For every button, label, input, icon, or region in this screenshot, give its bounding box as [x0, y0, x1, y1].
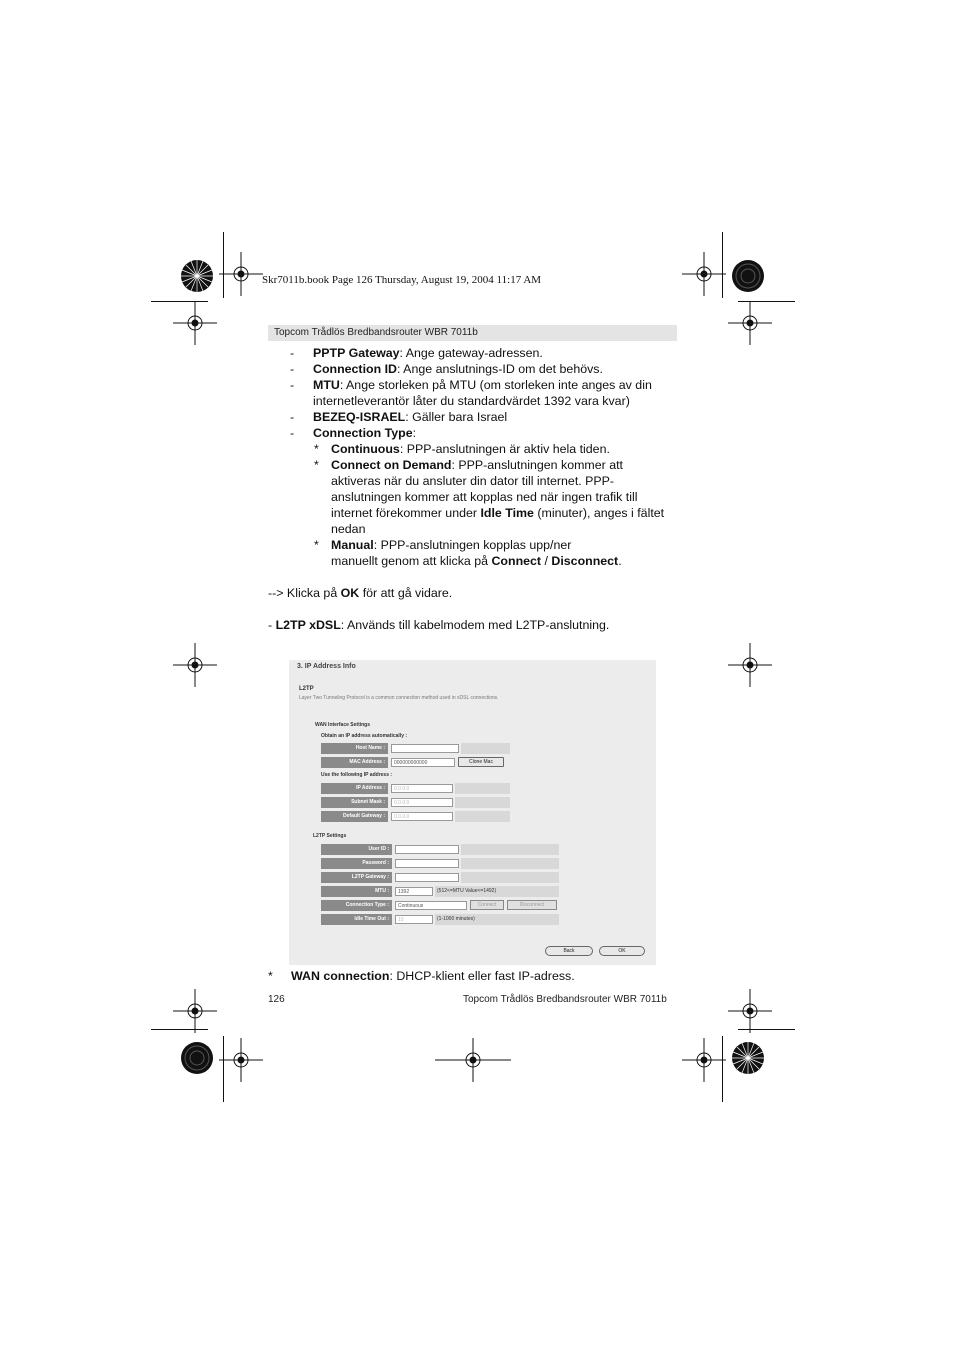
connection-type-label: Connection Type : — [321, 900, 392, 911]
default-gateway-input[interactable]: 0.0.0.0 — [391, 812, 453, 821]
text: : Används till kabelmodem med L2TP-anslutning. — [340, 618, 610, 632]
ip-address-label: IP Address : — [321, 783, 388, 794]
crosshair-icon — [173, 643, 217, 687]
mac-address-input[interactable]: 000000000000 — [391, 758, 455, 767]
running-header — [268, 325, 677, 341]
screenshot-title: 3. IP Address Info — [297, 663, 356, 670]
text: manuellt genom att klicka på — [331, 554, 492, 568]
back-button[interactable]: Back — [545, 946, 593, 956]
text: - — [268, 618, 276, 632]
wan-bullet: * — [268, 969, 273, 983]
list-item-bullet: - — [290, 426, 295, 440]
definition: : Ange storleken på MTU (om storleken inte anges av din — [339, 378, 652, 392]
term: Connection Type — [313, 426, 413, 440]
mtu-label: MTU : — [321, 886, 392, 897]
radio-use-following[interactable]: Use the following IP address : — [321, 772, 393, 778]
term: BEZEQ-ISRAEL — [313, 410, 406, 424]
crosshair-icon — [682, 1038, 726, 1082]
list-item — [313, 409, 507, 425]
list-item — [313, 377, 652, 393]
section-title: L2TP — [299, 686, 314, 692]
ip-address-input[interactable]: 0.0.0.0 — [391, 784, 453, 793]
crosshair-icon — [173, 301, 217, 345]
starburst-icon — [732, 1042, 764, 1074]
l2tp-gateway-label: L2TP Gateway : — [321, 872, 392, 883]
crosshair-icon — [219, 1038, 263, 1082]
wan-connection-note — [291, 968, 575, 984]
list-item-bullet: - — [290, 362, 295, 376]
sub-item — [331, 537, 571, 553]
term: WAN connection — [291, 969, 390, 983]
running-header-text: Topcom Trådlös Bredbandsrouter WBR 7011b — [274, 327, 478, 338]
disconnect-button[interactable]: Disconnect — [507, 900, 557, 910]
password-input[interactable] — [395, 859, 459, 868]
connection-type-select[interactable]: Continuous — [395, 901, 467, 910]
definition: : PPP-anslutningen är aktiv hela tiden. — [399, 442, 610, 456]
starburst-icon — [181, 260, 213, 292]
mtu-hint: (512<=MTU Value<=1492) — [437, 888, 497, 894]
definition: : PPP-anslutningen kopplas upp/ner — [373, 538, 572, 552]
sub-item-bullet: * — [314, 442, 319, 456]
sub-item-bullet: * — [314, 538, 319, 552]
row-fill — [461, 872, 559, 883]
list-item — [313, 345, 543, 361]
sub-item-continuation: nedan — [331, 522, 366, 536]
term: Manual — [331, 538, 374, 552]
term: Connect on Demand — [331, 458, 452, 472]
radio-obtain-auto[interactable]: Obtain an IP address automatically : — [321, 733, 408, 739]
definition: : Ange gateway-adressen. — [399, 346, 543, 360]
next-step-text — [268, 585, 452, 601]
crosshair-icon — [435, 1038, 511, 1082]
list-item-bullet: - — [290, 410, 295, 424]
row-fill — [461, 743, 510, 754]
ok-button[interactable]: OK — [599, 946, 645, 956]
term: Idle Time — [480, 506, 534, 520]
list-item-bullet: - — [290, 346, 295, 360]
term: Continuous — [331, 442, 400, 456]
idle-time-input[interactable]: 10 — [395, 915, 433, 924]
definition: : Gäller bara Israel — [405, 410, 508, 424]
row-fill — [455, 797, 510, 808]
mtu-input[interactable]: 1392 — [395, 887, 433, 896]
text: . — [618, 554, 622, 568]
term: L2TP xDSL — [275, 618, 341, 632]
crosshair-icon — [682, 252, 726, 296]
idle-time-hint: (1-1000 minutes) — [437, 916, 475, 922]
sub-item-continuation — [331, 505, 664, 521]
mac-address-label: MAC Address : — [321, 757, 388, 768]
sub-item-continuation: anslutningen kommer att kopplas ned när ingen trafik till — [331, 490, 638, 504]
l2tp-gateway-input[interactable] — [395, 873, 459, 882]
subnet-mask-label: Subnet Mask : — [321, 797, 388, 808]
running-footer: Topcom Trådlös Bredbandsrouter WBR 7011b — [463, 994, 667, 1005]
user-id-input[interactable] — [395, 845, 459, 854]
target-circle-icon — [732, 260, 764, 292]
row-fill — [455, 811, 510, 822]
host-name-input[interactable] — [391, 744, 459, 753]
router-screenshot — [289, 660, 656, 965]
sub-item-continuation: aktiveras när du ansluter din dator till internet. PPP- — [331, 474, 615, 488]
term: OK — [340, 586, 360, 600]
crosshair-icon — [173, 989, 217, 1033]
clone-mac-button[interactable]: Clone Mac — [458, 757, 504, 767]
text: --> Klicka på — [268, 586, 341, 600]
text: för att gå vidare. — [359, 586, 453, 600]
text: / — [541, 554, 552, 568]
idle-time-label: Idle Time Out : — [321, 914, 392, 925]
list-item — [313, 425, 416, 441]
crosshair-icon — [728, 643, 772, 687]
l2tp-paragraph — [268, 617, 609, 633]
sub-item — [331, 441, 610, 457]
crosshair-icon — [219, 252, 263, 296]
row-fill — [455, 783, 510, 794]
row-fill — [461, 844, 559, 855]
sub-item-continuation — [331, 553, 622, 569]
section-description: Layer Two Tunneling Protocol is a common connection method used in xDSL connections. — [299, 695, 499, 701]
text: (minuter), anges i fältet — [533, 506, 665, 520]
page-number: 126 — [268, 994, 285, 1005]
text: internet förekommer under — [331, 506, 481, 520]
list-item-bullet: - — [290, 378, 295, 392]
target-circle-icon — [181, 1042, 213, 1074]
crosshair-icon — [728, 301, 772, 345]
row-fill — [461, 858, 559, 869]
definition: : DHCP-klient eller fast IP-adress. — [389, 969, 575, 983]
term: Disconnect — [551, 554, 619, 568]
definition: : Ange anslutnings-ID om det behövs. — [396, 362, 603, 376]
definition: : PPP-anslutningen kommer att — [451, 458, 623, 472]
default-gateway-label: Default Gateway : — [321, 811, 388, 822]
subnet-mask-input[interactable]: 0.0.0.0 — [391, 798, 453, 807]
sub-item-bullet: * — [314, 458, 319, 472]
crosshair-icon — [728, 989, 772, 1033]
connect-button[interactable]: Connect — [470, 900, 504, 910]
password-label: Password : — [321, 858, 392, 869]
term: MTU — [313, 378, 340, 392]
host-name-label: Host Name : — [321, 743, 388, 754]
term: PPTP Gateway — [313, 346, 400, 360]
sub-item — [331, 457, 623, 473]
l2tp-settings-heading: L2TP Settings — [313, 833, 347, 839]
definition: : — [412, 426, 417, 440]
wan-settings-heading: WAN Interface Settings — [315, 722, 371, 728]
list-item — [313, 361, 603, 377]
term: Connection ID — [313, 362, 397, 376]
printer-info-line: Skr7011b.book Page 126 Thursday, August 19, 2004 11:17 AM — [262, 274, 542, 286]
list-item-continuation: internetleverantör låter du standardvärdet 1392 vara kvar) — [313, 394, 630, 408]
user-id-label: User ID : — [321, 844, 392, 855]
term: Connect — [491, 554, 542, 568]
